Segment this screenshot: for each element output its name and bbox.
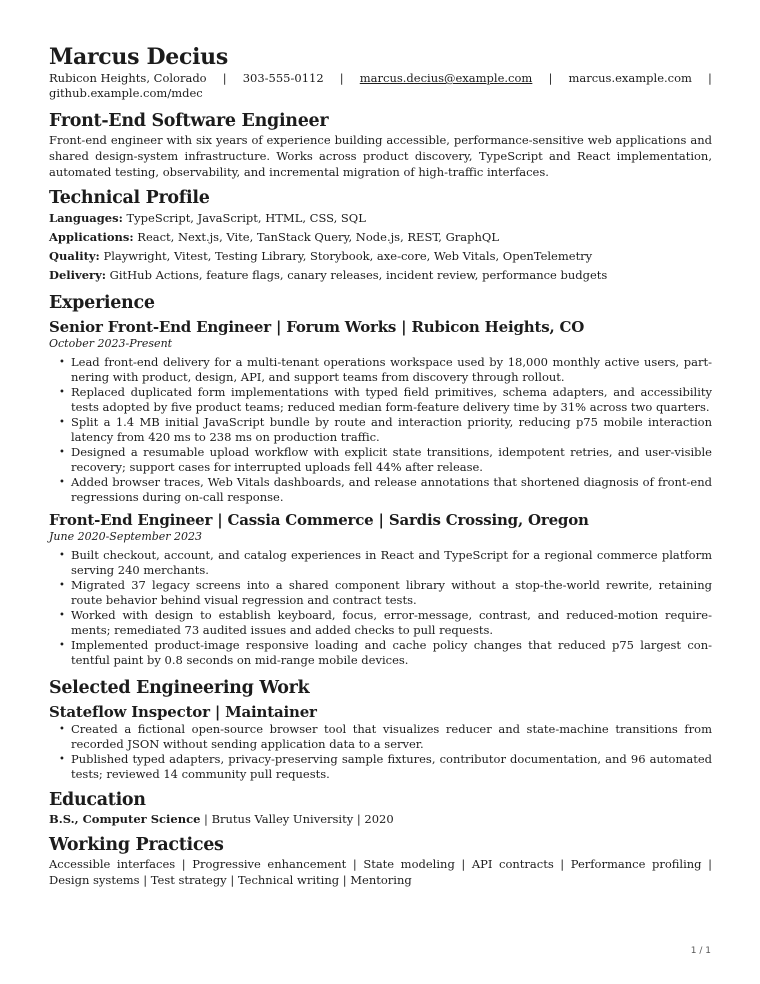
skill-label: Languages: [49, 211, 123, 225]
experience-heading: Experience [49, 293, 155, 313]
bullet-item: • Designed a resumable upload workflow with explicit state transitions, idempotent retries, and user-visible recovery; support cases for interrupted uploads fell 44% after release. [71, 445, 712, 475]
bullet-item: • Lead front-end delivery for a multi-tenant operations workspace used by 18,000 monthly active users, partnering with product, design, API, and support teams from discovery through rollout. [71, 355, 712, 385]
selected-work-heading: Selected Engineering Work [49, 678, 310, 698]
skill-row-languages [49, 209, 712, 228]
education-degree: B.S., Computer Science [49, 812, 201, 826]
contact-separator: | [548, 71, 553, 85]
contact-email-link[interactable]: marcus.decius@example.com [359, 71, 533, 85]
bullet-item: • Replaced duplicated form implementations with typed field primitives, schema adapters, and accessibility tests adopted by five product teams; reduced median form-feature delivery time by 31% across two quarters. [71, 385, 712, 415]
job-entry [49, 511, 712, 668]
skill-value: GitHub Actions, feature flags, canary releases, incident review, performance budgets [109, 268, 608, 282]
job-entry [49, 318, 712, 505]
bullet-item: • Split a 1.4 MB initial JavaScript bundle by route and interaction priority, reducing p75 mobile interaction latency from 420 ms to 238 ms on production traffic. [71, 415, 712, 445]
skill-label: Applications: [49, 230, 134, 244]
bullet-item: • Implemented product-image responsive loading and cache policy changes that reduced p75 largest contentful paint by 0.8 seconds on mid-range mobile devices. [71, 638, 712, 668]
bullet-item: • Built checkout, account, and catalog experiences in React and TypeScript for a regional commerce platform serving 240 merchants. [71, 548, 712, 578]
resume-page [49, 44, 712, 888]
practices-text: Accessible interfaces | Progressive enhancement | State modeling | API contracts | Performance profiling | Design systems | Test strategy | Technical writing | Mentoring [49, 857, 712, 887]
project-bullets [49, 722, 712, 782]
bullet-item: • Migrated 37 legacy screens into a shared component library without a stop-the-world rewrite, retaining route behavior behind visual regression and contract tests. [71, 578, 712, 608]
profile-summary: Front-end engineer with six years of experience building accessible, performance-sensitive web applications and shared design-system infrastructure. Works across product discovery, TypeScript and React implementation, automated testing, observability, and incremental migration of high-traffic interfaces. [49, 133, 712, 179]
project-entry [49, 703, 712, 782]
skill-value: TypeScript, JavaScript, HTML, CSS, SQL [126, 211, 366, 225]
page-number: 1 / 1 [690, 946, 711, 956]
contact-website: marcus.example.com [568, 71, 692, 85]
bullet-item: • Published typed adapters, privacy-preserving sample fixtures, contributor documentation, and 96 automated tests; reviewed 14 community pull requests. [71, 752, 712, 782]
contact-github: github.example.com/mdec [49, 86, 203, 100]
candidate-name: Marcus Decius [49, 44, 228, 70]
technical-profile-heading: Technical Profile [49, 188, 210, 208]
bullet-item: • Worked with design to establish keyboard, focus, error-message, contrast, and reduced-motion requirements; remediated 73 audited issues and added checks to pull requests. [71, 608, 712, 638]
contact-phone: 303-555-0112 [242, 71, 324, 85]
profile-title: Front-End Software Engineer [49, 111, 329, 131]
education-heading: Education [49, 790, 146, 810]
job-title: Front-End Engineer | Cassia Commerce | Sardis Crossing, Oregon [49, 511, 589, 529]
job-dates: October 2023-Present [49, 337, 173, 350]
skill-value: React, Next.js, Vite, TanStack Query, Node.js, REST, GraphQL [137, 230, 499, 244]
project-title: Stateflow Inspector | Maintainer [49, 703, 317, 721]
contact-separator: | [708, 71, 712, 85]
skill-label: Delivery: [49, 268, 107, 282]
education-line [49, 811, 712, 827]
skill-label: Quality: [49, 249, 100, 263]
bullet-item: • Created a fictional open-source browser tool that visualizes reducer and state-machine transitions from recorded JSON without sending application data to a server. [71, 722, 712, 752]
job-title: Senior Front-End Engineer | Forum Works | Rubicon Heights, CO [49, 318, 585, 336]
skill-row-applications [49, 228, 712, 247]
skill-value: Playwright, Vitest, Testing Library, Storybook, axe-core, Web Vitals, OpenTelemetry [103, 249, 593, 263]
contact-location: Rubicon Heights, Colorado [49, 71, 207, 85]
bullet-item: • Added browser traces, Web Vitals dashboards, and release annotations that shortened diagnosis of front-end regressions during on-call response. [71, 475, 712, 505]
contact-separator: | [222, 71, 227, 85]
practices-heading: Working Practices [49, 835, 224, 855]
skill-row-delivery [49, 266, 712, 285]
education-school: | Brutus Valley University | 2020 [200, 812, 394, 826]
contact-line [49, 70, 712, 86]
job-bullets [49, 355, 712, 505]
job-bullets [49, 548, 712, 668]
job-dates: June 2020-September 2023 [49, 530, 203, 543]
skill-row-quality [49, 247, 712, 266]
contact-separator: | [339, 71, 344, 85]
